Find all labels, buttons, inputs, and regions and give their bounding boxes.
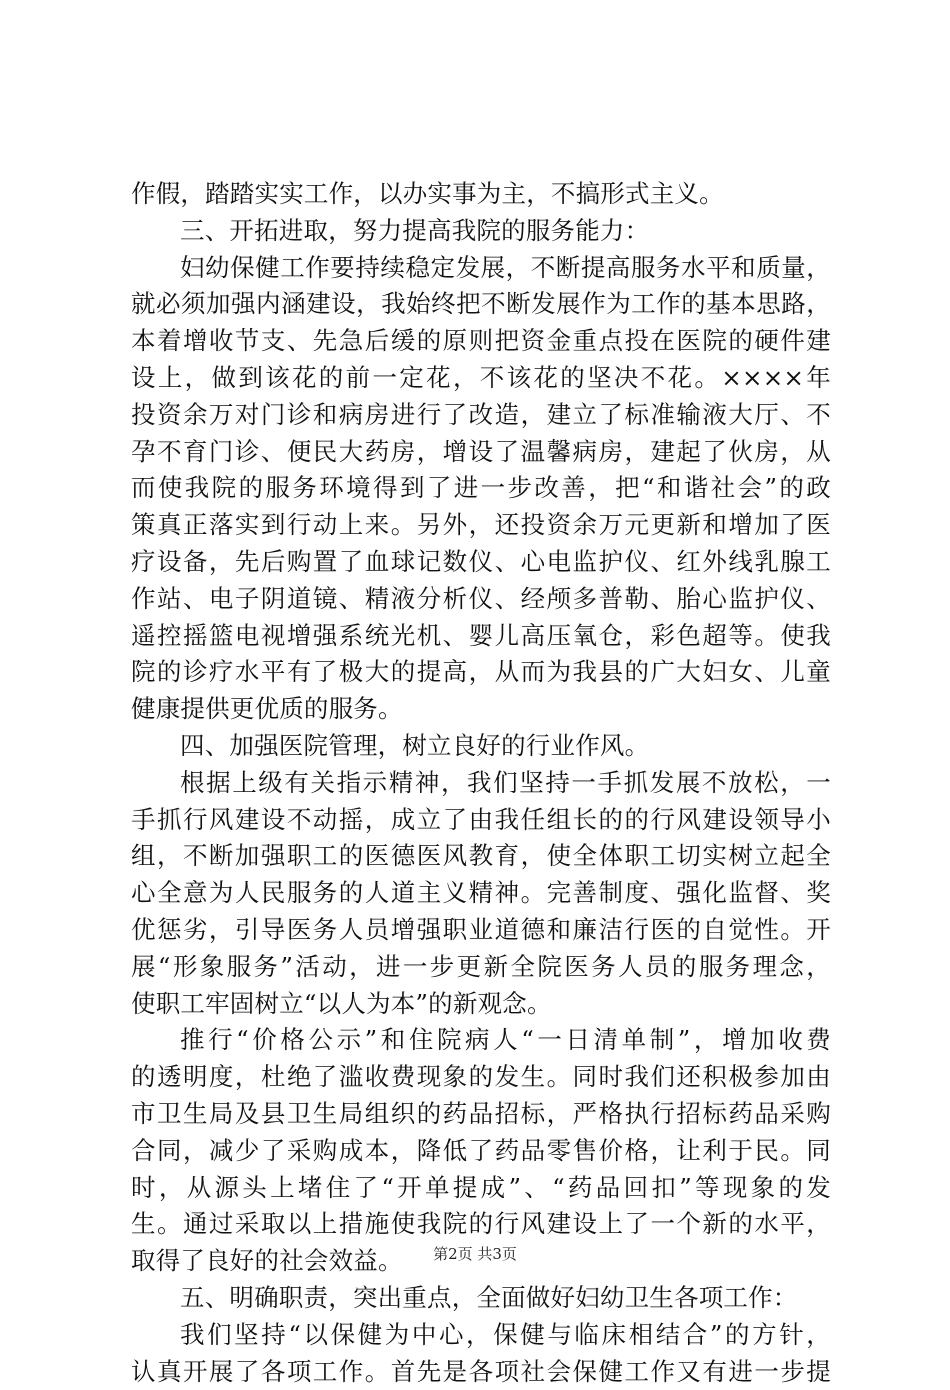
text-line: 疗设备，先后购置了血球记数仪、心电监护仪、红外线乳腺工 — [131, 544, 831, 581]
text-line: 优惩劣，引导医务人员增强职业道德和廉洁行医的自觉性。开 — [131, 912, 831, 949]
text-line: 根据上级有关指示精神，我们坚持一手抓发展不放松，一 — [131, 765, 831, 802]
text-line: 就必须加强内涵建设，我始终把不断发展作为工作的基本思路， — [131, 286, 831, 323]
text-line: 作站、电子阴道镜、精液分析仪、经颅多普勒、胎心监护仪、 — [131, 581, 831, 618]
text-line: 设上，做到该花的前一定花，不该花的坚决不花。××××年 — [131, 360, 831, 397]
text-line: 生。通过采取以上措施使我院的行风建设上了一个新的水平， — [131, 1206, 831, 1243]
text-line: 认真开展了各项工作。首先是各项社会保健工作又有进一步提 — [131, 1354, 831, 1390]
section-heading: 四、加强医院管理，树立良好的行业作风。 — [131, 728, 831, 765]
text-line: 合同，减少了采购成本，降低了药品零售价格，让利于民。同 — [131, 1133, 831, 1170]
section-heading: 五、明确职责，突出重点，全面做好妇幼卫生各项工作： — [131, 1280, 831, 1317]
text-line: 组，不断加强职工的医德医风教育，使全体职工切实树立起全 — [131, 838, 831, 875]
text-line: 取得了良好的社会效益。 — [131, 1243, 831, 1280]
text-line: 的透明度，杜绝了滥收费现象的发生。同时我们还积极参加由 — [131, 1059, 831, 1096]
text-line: 作假，踏踏实实工作，以办实事为主，不搞形式主义。 — [131, 176, 831, 213]
text-line: 市卫生局及县卫生局组织的药品招标，严格执行招标药品采购 — [131, 1096, 831, 1133]
text-line: 我们坚持“以保健为中心，保健与临床相结合”的方针， — [131, 1317, 831, 1354]
text-line: 策真正落实到行动上来。另外，还投资余万元更新和增加了医 — [131, 507, 831, 544]
text-line: 妇幼保健工作要持续稳定发展，不断提高服务水平和质量， — [131, 250, 831, 287]
text-line: 手抓行风建设不动摇，成立了由我任组长的的行风建设领导小 — [131, 802, 831, 839]
section-heading: 三、开拓进取，努力提高我院的服务能力： — [131, 213, 831, 250]
text-line: 投资余万对门诊和病房进行了改造，建立了标准输液大厅、不 — [131, 397, 831, 434]
text-line: 使职工牢固树立“以人为本”的新观念。 — [131, 986, 831, 1023]
text-line: 展“形象服务”活动，进一步更新全院医务人员的服务理念， — [131, 949, 831, 986]
text-line: 而使我院的服务环境得到了进一步改善，把“和谐社会”的政 — [131, 470, 831, 507]
document-body — [131, 176, 831, 1390]
text-line: 推行“价格公示”和住院病人“一日清单制”，增加收费 — [131, 1022, 831, 1059]
text-line: 心全意为人民服务的人道主义精神。完善制度、强化监督、奖 — [131, 875, 831, 912]
text-line: 时，从源头上堵住了“开单提成”、“药品回扣”等现象的发 — [131, 1170, 831, 1207]
text-line: 遥控摇篮电视增强系统光机、婴儿高压氧仓，彩色超等。使我 — [131, 618, 831, 655]
text-line: 健康提供更优质的服务。 — [131, 691, 831, 728]
text-line: 孕不育门诊、便民大药房，增设了温馨病房，建起了伙房，从 — [131, 434, 831, 471]
text-line: 院的诊疗水平有了极大的提高，从而为我县的广大妇女、儿童 — [131, 654, 831, 691]
page-number-footer: 第2页 共3页 — [0, 1244, 950, 1264]
text-line: 本着增收节支、先急后缓的原则把资金重点投在医院的硬件建 — [131, 323, 831, 360]
